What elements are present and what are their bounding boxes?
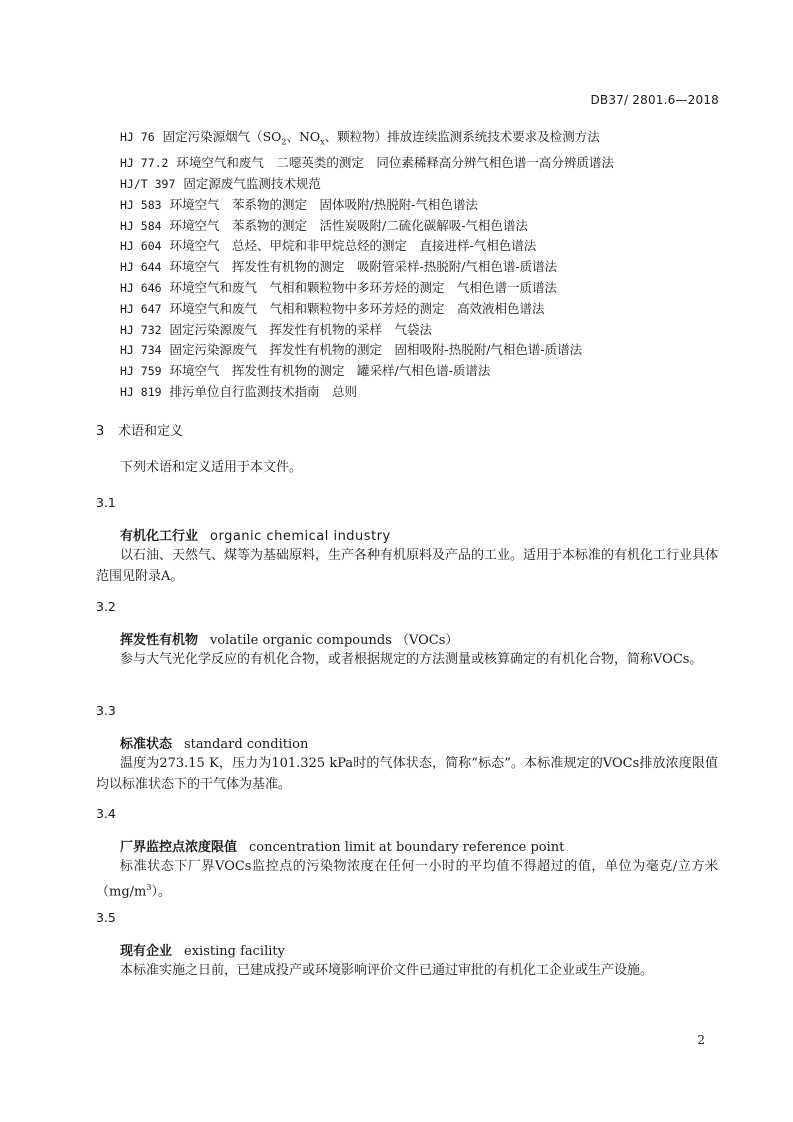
section-number: 3 — [96, 424, 105, 439]
term-zh: 厂界监控点浓度限值 — [120, 840, 238, 855]
term-number: 3.1 — [96, 495, 116, 510]
reference-item — [120, 382, 720, 403]
reference-title: 环境空气 苯系物的测定 固体吸附/热脱附-气相色谱法 — [169, 196, 478, 212]
reference-code: HJ 732 — [120, 322, 162, 337]
term-number: 3.3 — [96, 703, 116, 718]
reference-title: 排污单位自行监测技术指南 总则 — [169, 384, 358, 400]
term-en: concentration limit at boundary reference point — [249, 840, 565, 855]
term-number: 3.2 — [96, 599, 116, 614]
reference-code: HJ 76 — [120, 130, 155, 144]
reference-item — [120, 257, 720, 278]
reference-code: HJ 647 — [120, 301, 162, 316]
reference-item — [120, 236, 720, 257]
term-zh: 挥发性有机物 — [120, 633, 199, 648]
reference-code: HJ 734 — [120, 343, 162, 358]
reference-item — [120, 216, 720, 237]
reference-title: 环境空气 总烃、甲烷和非甲烷总烃的测定 直接进样-气相色谱法 — [169, 238, 537, 254]
term-heading — [120, 836, 564, 855]
reference-title: 固定污染源废气 挥发性有机物的采样 气袋法 — [169, 321, 433, 337]
page-number: 2 — [697, 1033, 705, 1047]
term-definition: 温度为273.15 K，压力为101.325 kPa时的气体状态，简称“标态”。本标准规定的VOCs排放浓度限值均以标准状态下的干气体为基准。 — [96, 756, 718, 792]
reference-code: HJ 77.2 — [120, 156, 169, 171]
reference-title: 环境空气和废气 气相和颗粒物中多环芳烃的测定 气相色谱一质谱法 — [169, 280, 558, 296]
reference-code: HJ 604 — [120, 239, 162, 254]
term-definition: 本标准实施之日前，已建成投产或环境影响评价文件已通过审批的有机化工企业或生产设施。 — [120, 963, 654, 978]
standard-id: DB37/ 2801.6—2018 — [590, 93, 719, 107]
reference-code: HJ 584 — [120, 218, 162, 233]
reference-code: HJ 644 — [120, 260, 162, 275]
term-en: standard condition — [184, 737, 309, 752]
reference-title: 环境空气 苯系物的测定 活性炭吸附/二硫化碳解吸-气相色谱法 — [169, 217, 528, 233]
reference-title: 固定污染源废气 挥发性有机物的测定 固相吸附-热脱附/气相色谱-质谱法 — [169, 342, 583, 358]
reference-item — [120, 299, 720, 320]
term-heading — [120, 733, 308, 752]
reference-item — [120, 340, 720, 361]
section-intro: 下列术语和定义适用于本文件。 — [120, 460, 303, 475]
reference-title: 固定源废气监测技术规范 — [183, 176, 321, 192]
reference-title: 环境空气和废气 二噁英类的测定 同位素稀释高分辨气相色谱一高分辨质谱法 — [176, 155, 614, 171]
term-heading — [120, 940, 285, 959]
term-definition: 参与大气光化学反应的有机化合物，或者根据规定的方法测量或核算确定的有机化合物，简称VOCs。 — [120, 652, 703, 667]
term-en: volatile organic compounds （VOCs） — [210, 633, 459, 648]
term-zh: 有机化工行业 — [120, 529, 199, 544]
reference-title: 环境空气 挥发性有机物的测定 吸附管采样-热脱附/气相色谱-质谱法 — [169, 259, 558, 275]
reference-code: HJ 646 — [120, 281, 162, 296]
reference-code: HJ 583 — [120, 197, 162, 212]
term-en: organic chemical industry — [210, 529, 391, 544]
reference-item — [120, 195, 720, 216]
section-heading — [96, 420, 183, 439]
term-definition: 标准状态下厂界VOCs监控点的污染物浓度在任何一小时的平均值不得超过的值，单位为毫克/立方米$(mg/m^3)$。 — [96, 859, 718, 900]
term-number: 3.4 — [96, 806, 116, 821]
reference-item — [120, 174, 720, 195]
normative-references-list — [120, 127, 720, 403]
reference-code: HJ 759 — [120, 364, 162, 379]
reference-code: HJ/T 397 — [120, 177, 176, 192]
term-zh: 标准状态 — [120, 737, 173, 752]
reference-item — [120, 320, 720, 341]
reference-title: 环境空气和废气 气相和颗粒物中多环芳烃的测定 高效液相色谱法 — [169, 300, 545, 316]
reference-item — [120, 127, 720, 153]
term-heading — [120, 525, 391, 544]
reference-item — [120, 361, 720, 382]
section-title: 术语和定义 — [118, 424, 184, 439]
term-number: 3.5 — [96, 910, 116, 925]
reference-code: HJ 819 — [120, 385, 162, 400]
reference-item — [120, 278, 720, 299]
term-zh: 现有企业 — [120, 944, 173, 959]
term-definition: 以石油、天然气、煤等为基础原料，生产各种有机原料及产品的工业。适用于本标准的有机化工行业具体范围见附录A。 — [96, 548, 719, 584]
reference-title: 固定污染源烟气（$SO_2$、$NO_x$、颗粒物）排放连续监测系统技术要求及检测方法 — [162, 129, 600, 147]
term-en: existing facility — [184, 944, 285, 959]
reference-title: 环境空气 挥发性有机物的测定 罐采样/气相色谱-质谱法 — [169, 363, 491, 379]
reference-item — [120, 153, 720, 174]
term-heading — [120, 629, 458, 648]
